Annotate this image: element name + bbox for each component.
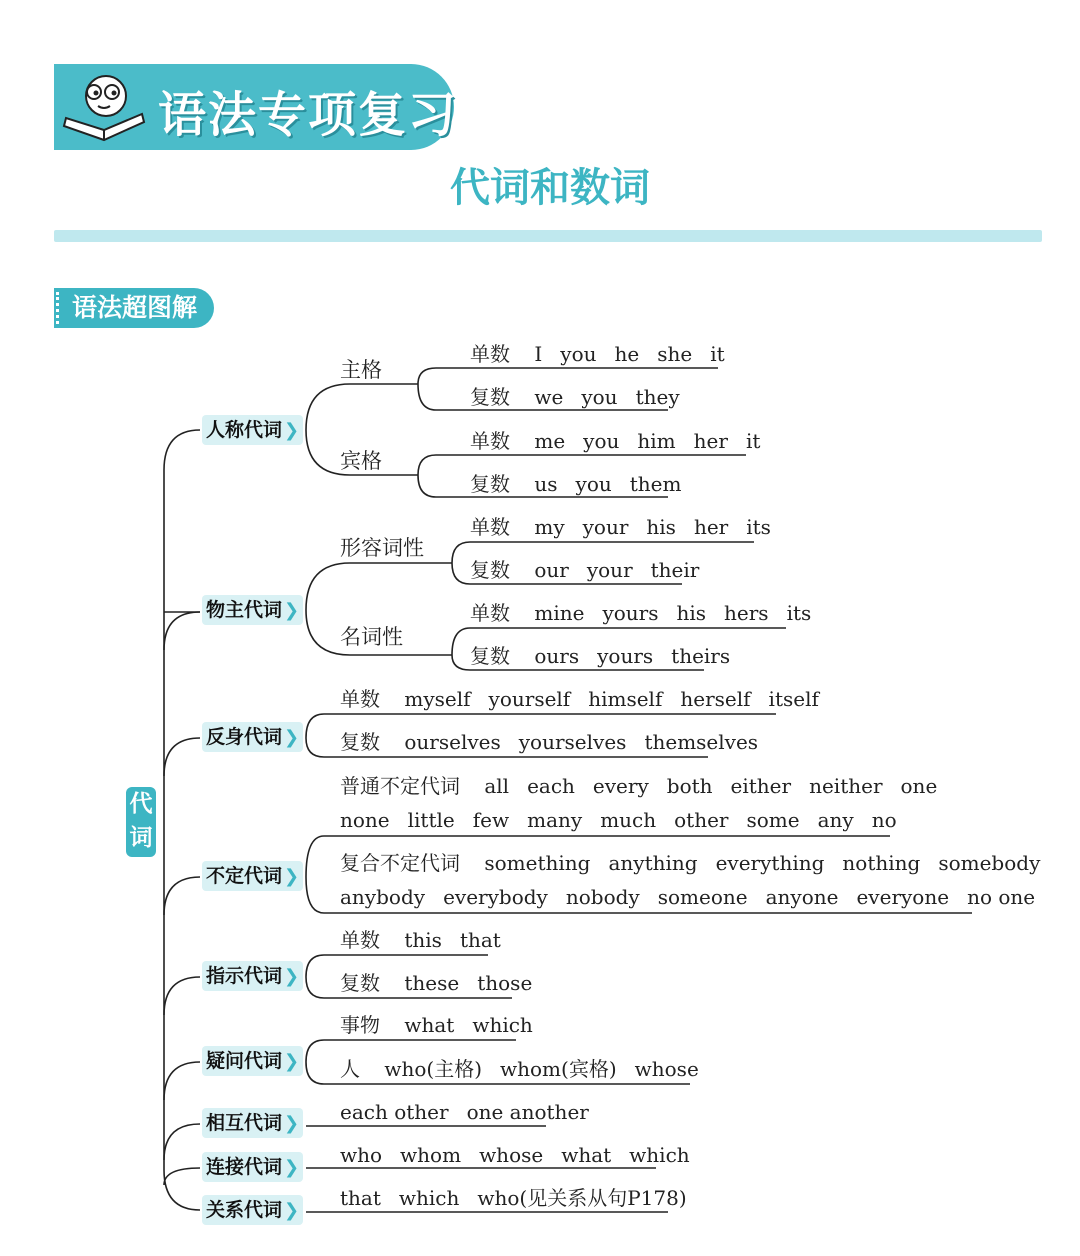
chevron-right-icon: ❯ [284,966,300,987]
category-label: 人称代词 [206,419,283,441]
chevron-right-icon: ❯ [284,866,300,887]
word: something [484,851,591,875]
page-title: 代词和数词 [450,165,650,211]
root-char-1: 代 [129,791,153,817]
word: it [745,429,761,453]
word: yours [602,601,659,625]
word: whom [400,1143,462,1167]
word: you [581,385,618,409]
word: everybody [443,885,548,909]
word: much [600,808,657,832]
category-interrogative [202,1046,303,1076]
row-label: 复数 [470,558,510,582]
row-noun-singular [470,600,811,626]
word: you [560,342,597,366]
word: whom(宾格) [500,1057,617,1081]
word: what [561,1143,612,1167]
category-demonstrative [202,961,303,991]
row-label: 事物 [340,1013,380,1037]
row-label: 复数 [470,644,510,668]
word: yourself [488,687,571,711]
chevron-right-icon: ❯ [284,1051,300,1072]
row-label: 单数 [470,515,510,539]
chevron-right-icon: ❯ [284,1113,300,1134]
word: ours [534,644,580,668]
row-label: 单数 [340,928,380,952]
word: this [404,928,442,952]
word: myself [404,687,471,711]
sub-adjective-form: 形容词性 [340,536,424,560]
word: him [637,429,676,453]
word: every [592,774,649,798]
word: either [730,774,792,798]
row-object-singular [470,428,760,454]
row-noun-plural [470,643,730,669]
word: no [871,808,897,832]
row-conjunctive [340,1142,690,1168]
word: my [534,515,565,539]
category-reflexive [202,722,303,752]
row-label: 单数 [340,687,380,711]
word: who(见关系从句P178) [477,1186,687,1210]
word: some [746,808,800,832]
row-adjective-singular [470,514,771,540]
chevron-right-icon: ❯ [284,1157,300,1178]
word: themselves [644,730,759,754]
row-indefinite-simple-1 [340,773,937,799]
sub-noun-form: 名词性 [340,625,403,649]
word: whose [479,1143,544,1167]
word: none [340,808,390,832]
category-personal [202,415,303,445]
word: which [472,1013,533,1037]
word: nobody [565,885,640,909]
row-subject-plural [470,384,680,410]
word: somebody [938,851,1041,875]
word: us [534,472,558,496]
category-relative [202,1195,303,1225]
row-label: 单数 [470,429,510,453]
word: few [472,808,510,832]
word: that [340,1186,381,1210]
word: everyone [856,885,950,909]
banner-title: 语法专项复习 [158,87,459,143]
row-interrogative-thing [340,1012,533,1038]
word: who(主格) [384,1057,483,1081]
word: our [534,558,569,582]
word: all [484,774,510,798]
word: they [635,385,680,409]
row-label: 复合不定代词 [340,851,460,875]
chevron-right-icon: ❯ [284,1200,300,1221]
word: one another [466,1100,589,1124]
word: hers [724,601,769,625]
row-interrogative-person [340,1056,699,1082]
word: their [650,558,700,582]
word: your [586,558,633,582]
root-node-pronoun [126,787,156,857]
category-conjunctive [202,1152,303,1182]
word: many [527,808,583,832]
word: those [477,971,533,995]
word: her [693,429,728,453]
row-demonstrative-singular [340,927,501,953]
word: ourselves [404,730,501,754]
chevron-right-icon: ❯ [284,727,300,748]
word: what [404,1013,455,1037]
word: it [710,342,725,366]
row-subject-singular [470,341,725,367]
word: your [582,515,629,539]
row-label: 复数 [470,472,510,496]
word: herself [680,687,751,711]
word: his [676,601,707,625]
section-tag-label: 语法超图解 [72,293,198,322]
category-label: 物主代词 [206,599,283,621]
root-char-2: 词 [129,825,153,851]
sub-object-case: 宾格 [340,449,382,473]
word: me [534,429,566,453]
word: these [404,971,460,995]
category-indefinite [202,861,303,891]
row-label: 普通不定代词 [340,774,460,798]
word: each other [340,1100,449,1124]
word: we [534,385,564,409]
category-label: 连接代词 [206,1156,283,1178]
word: its [786,601,812,625]
word: other [674,808,729,832]
chevron-right-icon: ❯ [284,420,300,441]
word: nothing [842,851,921,875]
word: any [817,808,854,832]
word: yourselves [518,730,627,754]
word: himself [588,687,663,711]
word: he [614,342,640,366]
category-possessive [202,595,303,625]
category-label: 疑问代词 [206,1050,283,1072]
word: which [398,1186,460,1210]
trunk-line [164,430,200,1210]
word: itself [768,687,819,711]
word: everything [715,851,825,875]
chevron-right-icon: ❯ [284,600,300,621]
word: I [534,342,543,366]
word: little [407,808,455,832]
row-label: 单数 [470,601,510,625]
word: theirs [671,644,731,668]
row-indefinite-compound-2 [340,884,1035,910]
word: her [693,515,729,539]
word: his [646,515,676,539]
category-label: 相互代词 [206,1112,283,1134]
word: both [666,774,713,798]
word: one [900,774,938,798]
word: she [657,342,693,366]
word: yours [597,644,654,668]
word: that [459,928,501,952]
word: neither [809,774,883,798]
row-object-plural [470,471,681,497]
word: anybody [340,885,426,909]
sub-subject-case: 主格 [340,358,382,382]
word: no one [967,885,1036,909]
row-indefinite-compound-1 [340,850,1040,876]
row-reflexive-singular [340,686,819,712]
word: each [527,774,575,798]
row-label: 复数 [340,971,380,995]
row-relative [340,1185,687,1211]
category-label: 指示代词 [206,965,283,987]
row-demonstrative-plural [340,970,532,996]
row-label: 复数 [470,385,510,409]
word: which [629,1143,690,1167]
category-label: 关系代词 [206,1199,283,1221]
word: who [340,1143,383,1167]
word: them [629,472,682,496]
word: whose [634,1057,699,1081]
word: you [575,472,612,496]
row-indefinite-simple-2 [340,807,897,833]
word: you [583,429,620,453]
word: its [746,515,771,539]
row-label: 人 [340,1057,360,1081]
category-reciprocal [202,1108,303,1138]
word: mine [534,601,585,625]
row-adjective-plural [470,557,699,583]
row-label: 复数 [340,730,380,754]
word: anyone [765,885,839,909]
word: someone [657,885,748,909]
row-reflexive-plural [340,729,758,755]
word: anything [608,851,698,875]
category-label: 反身代词 [206,726,283,748]
row-label: 单数 [470,342,510,366]
row-reciprocal [340,1099,589,1125]
category-label: 不定代词 [206,865,283,887]
